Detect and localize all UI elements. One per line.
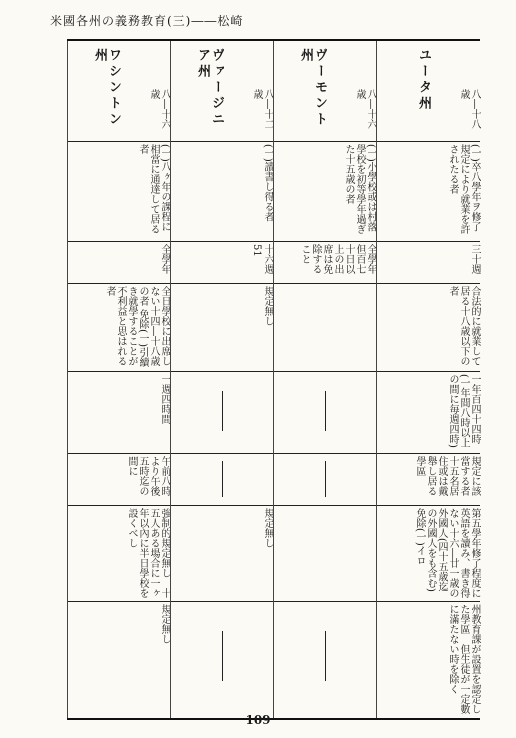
- exemptions-1: (一)讀書し得る者: [262, 144, 273, 222]
- state-name: ヴーモント州: [298, 48, 327, 128]
- page-number: 109: [245, 713, 271, 727]
- state-name: ユータ州: [416, 48, 431, 112]
- column-washington: [67, 41, 171, 718]
- empty-mark: [325, 461, 326, 497]
- duration: 全學年但百七十日以上の出席は免除すること: [299, 244, 376, 274]
- empty-mark: [222, 461, 223, 497]
- age-range: 八―十六歳: [354, 89, 376, 129]
- periods: 一年百四十四時(一年間八時以上の間に毎週四時): [447, 374, 480, 448]
- duration: 全學年: [159, 244, 170, 274]
- column-utah: [376, 41, 481, 718]
- school-rule: 強制的規定無し 十五人ある場合に一ヶ年以內に半日學校を設くべし: [126, 508, 170, 598]
- empty-mark: [325, 631, 326, 681]
- compulsory: 合法的に就業して居る十八歳以下の者: [447, 286, 480, 366]
- state-name: ヴァージニア州: [195, 48, 224, 128]
- evening-rule: 規定無し: [262, 508, 273, 548]
- column-vermont: [273, 41, 377, 718]
- page-header: 米國各州の義務教育(三)――松崎: [50, 14, 244, 28]
- state-name: ワシントン州: [92, 48, 121, 128]
- table-frame: [67, 39, 480, 720]
- evening-rule: 第五學年修了程度に英語を讀み、書き得ない十六―廿一歳の外國人(四十五歳迄の外國人をも含む)免除(一)イロ: [414, 508, 480, 598]
- evening-rule: 規定無し: [159, 604, 170, 644]
- duration: 十六週51: [251, 244, 273, 274]
- exemptions-1: (一)卒八學年ヲ修了規定により就業を許されたる者: [447, 144, 480, 234]
- school-rule: 規定に該當する者十五名居住或は戴舉し居る學區: [414, 456, 480, 496]
- empty-mark: [325, 391, 326, 431]
- exemptions-1: (一)八ヶ年の課程に相當に通達して居る者: [137, 144, 170, 234]
- empty-mark: [222, 391, 223, 431]
- compulsory: 規定無し: [262, 286, 273, 326]
- age-range: 八―十六歳: [148, 89, 170, 129]
- periods: 一週四時間: [159, 374, 170, 424]
- column-virginia: [170, 41, 274, 718]
- empty-mark: [222, 631, 223, 681]
- duration: 三十週: [469, 244, 480, 274]
- compulsory: 全日學校に出席しない十四―十八歳の者 免除(一)引續き就學することが不利益と思はれる者: [104, 286, 170, 367]
- other: 午前八時より午後五時迄の間に: [126, 456, 170, 496]
- age-range: 八―十二歳: [251, 89, 273, 129]
- age-range: 八―十八歳: [458, 89, 480, 129]
- exemptions-1: (一)小學校或は村落學校を初等學年過ぎた十五歳の者: [343, 144, 376, 234]
- remarks: 州教育課が設置を認定した學區 但生徒が一定數に滿たない時を除く: [447, 604, 480, 714]
